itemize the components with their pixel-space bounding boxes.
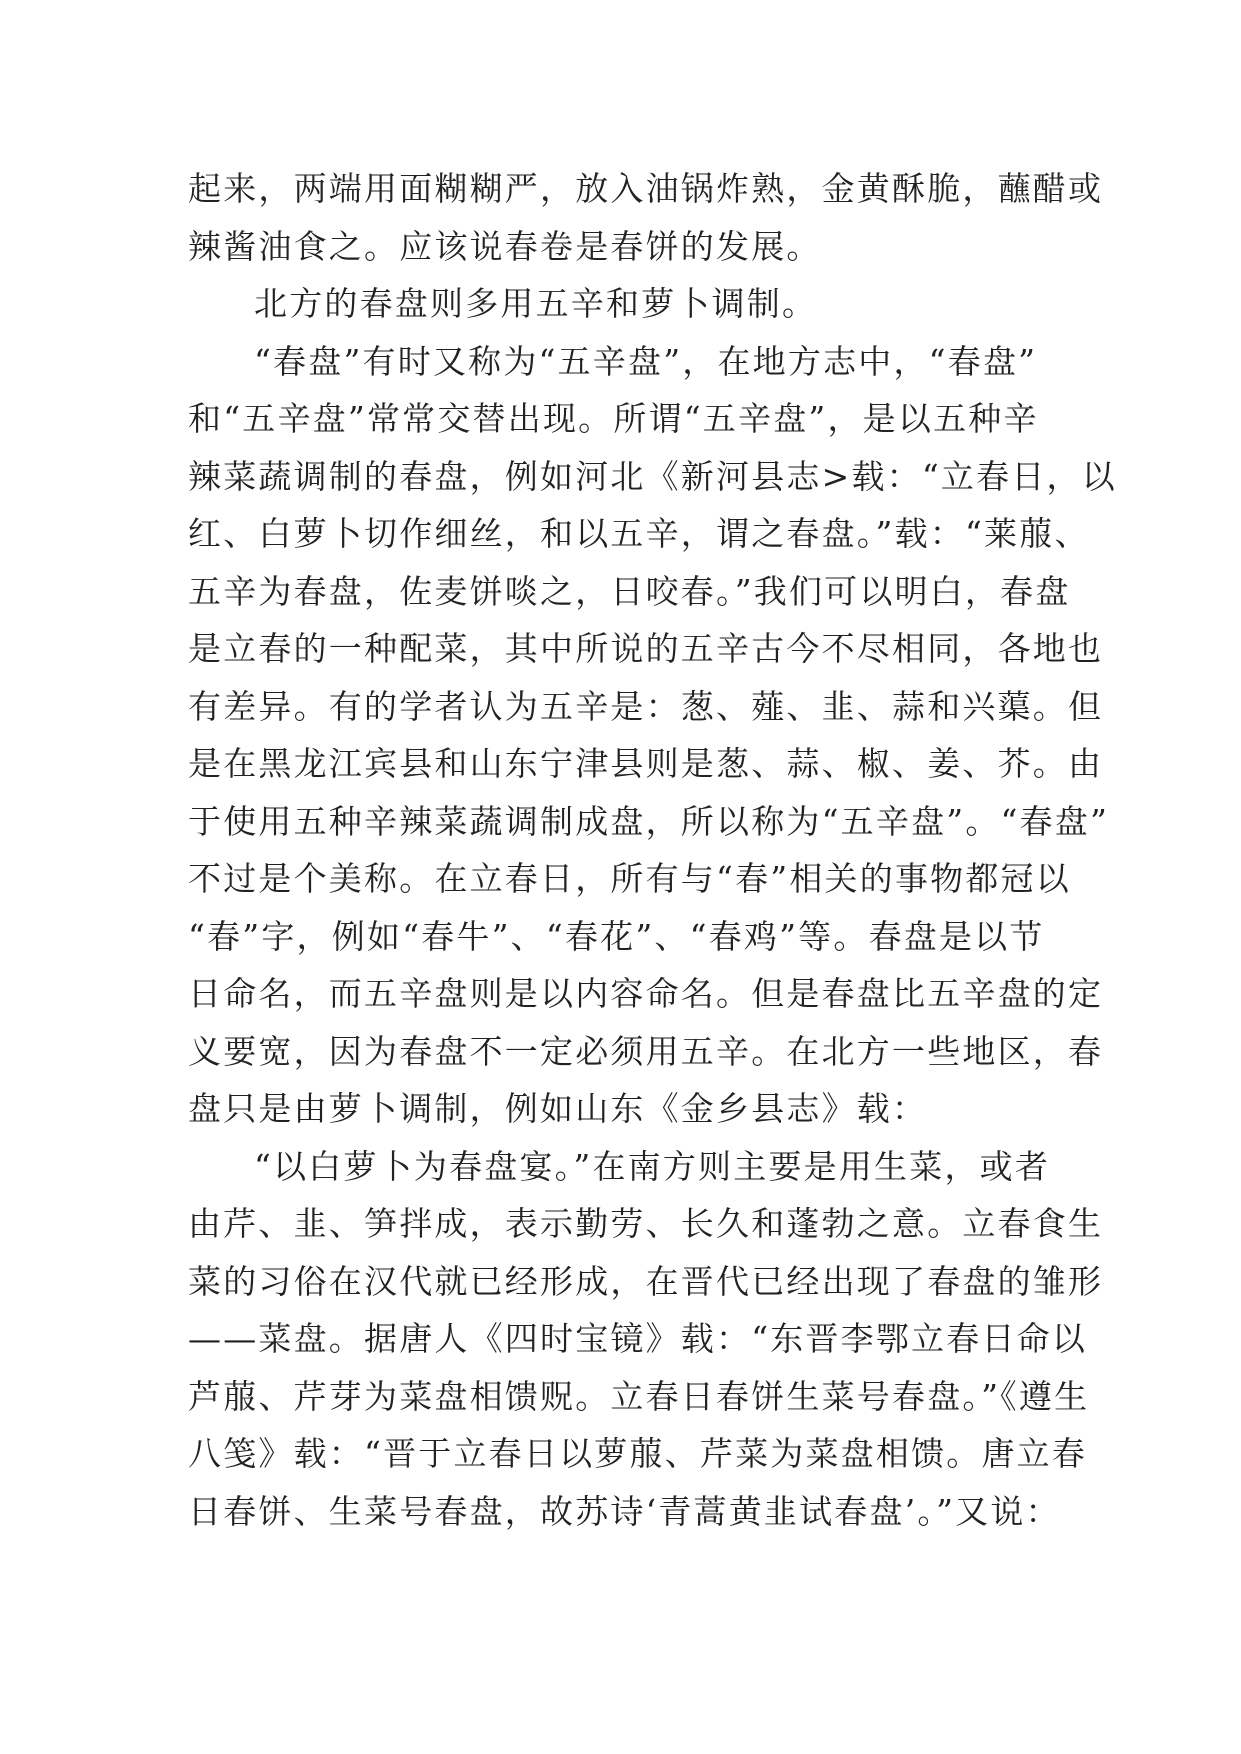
text-line: 五辛为春盘，佐麦饼啖之，日咬春。”我们可以明白，春盘 bbox=[188, 571, 1071, 611]
text-line: 日春饼、生菜号春盘，故苏诗‘青蒿黄韭试春盘’。”又说： bbox=[188, 1491, 1061, 1531]
text-line: 辣菜蔬调制的春盘，例如河北《新河县志>载：“立春日，以 bbox=[188, 456, 1117, 496]
text-line: 北方的春盘则多用五辛和萝卜调制。 bbox=[254, 284, 818, 323]
text-line: 义要宽，因为春盘不一定必须用五辛。在北方一些地区，春 bbox=[188, 1031, 1104, 1071]
text-line: 菜的习俗在汉代就已经形成，在晋代已经出现了春盘的雏形 bbox=[188, 1261, 1104, 1301]
text-line: ——菜盘。据唐人《四时宝镜》载：“东晋李鄂立春日命以 bbox=[188, 1319, 1088, 1358]
text-line: 是在黑龙江宾县和山东宁津县则是葱、蒜、椒、姜、芥。由 bbox=[188, 744, 1104, 783]
text-line: 八笺》载：“晋于立春日以萝菔、芹菜为菜盘相馈。唐立春 bbox=[188, 1434, 1088, 1473]
text-line: 日命名，而五辛盘则是以内容命名。但是春盘比五辛盘的定 bbox=[188, 974, 1104, 1013]
text-line: 是立春的一种配菜，其中所说的五辛古今不尽相同，各地也 bbox=[188, 629, 1104, 668]
text-line: “春盘”有时又称为“五辛盘”，在地方志中，“春盘” bbox=[254, 341, 1038, 381]
text-line: 起来，两端用面糊糊严，放入油锅炸熟，金黄酥脆，蘸醋或 bbox=[188, 169, 1104, 208]
text-line: 和“五辛盘”常常交替出现。所谓“五辛盘”，是以五种辛 bbox=[188, 399, 1039, 438]
text-line: 辣酱油食之。应该说春卷是春饼的发展。 bbox=[188, 226, 822, 266]
text-line: 红、白萝卜切作细丝，和以五辛，谓之春盘。”载：“莱菔、 bbox=[188, 514, 1090, 553]
text-line: 由芹、韭、笋拌成，表示勤劳、长久和蓬勃之意。立春食生 bbox=[188, 1204, 1104, 1243]
text-line: “以白萝卜为春盘宴。”在南方则主要是用生菜，或者 bbox=[254, 1146, 1051, 1186]
text-line: 有差异。有的学者认为五辛是：葱、薤、韭、蒜和兴蕖。但 bbox=[188, 686, 1104, 726]
text-line: 盘只是由萝卜调制，例如山东《金乡县志》载： bbox=[188, 1089, 928, 1128]
text-line: “春”字，例如“春牛”、“春花”、“春鸡”等。春盘是以节 bbox=[188, 916, 1045, 956]
body-text bbox=[188, 160, 1117, 1540]
text-line: 于使用五种辛辣菜蔬调制成盘，所以称为“五辛盘”。“春盘” bbox=[188, 801, 1110, 841]
text-line: 芦菔、芹芽为菜盘相馈贶。立春日春饼生菜号春盘。”《遵生 bbox=[188, 1376, 1090, 1416]
text-line: 不过是个美称。在立春日，所有与“春”相关的事物都冠以 bbox=[188, 859, 1071, 898]
